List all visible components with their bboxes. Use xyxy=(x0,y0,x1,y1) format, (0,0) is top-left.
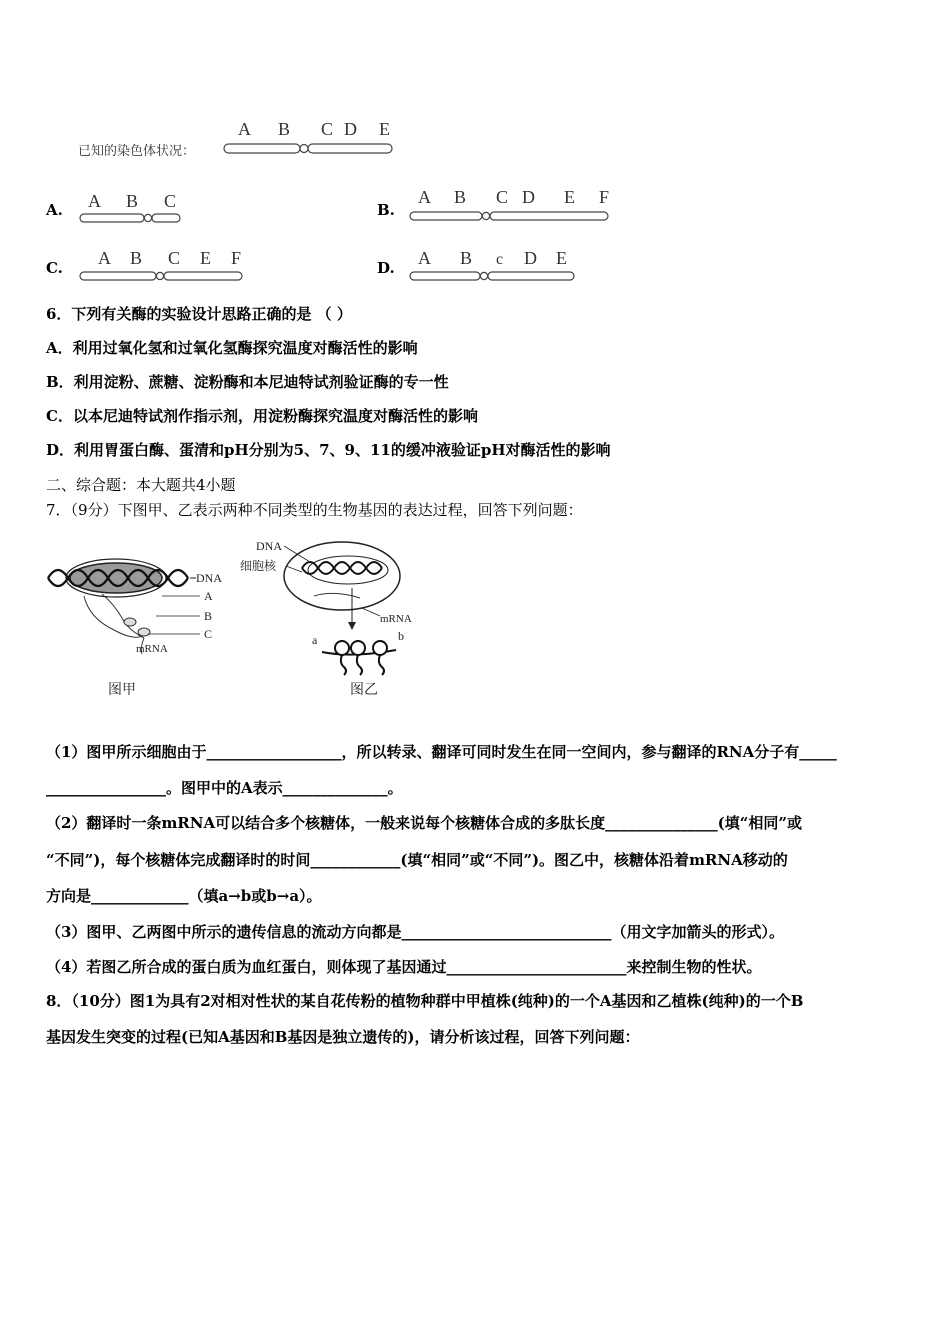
figure-jia xyxy=(44,556,234,706)
gene-label: c xyxy=(496,251,504,268)
gene-label: A xyxy=(238,119,251,139)
gene-label: A xyxy=(88,191,101,211)
gene-label: B xyxy=(130,248,143,268)
section-heading: 二、综合题：本大题共4小题 xyxy=(46,476,236,494)
fig-yi-a-label: a xyxy=(312,633,318,647)
option-a-chromosome xyxy=(78,190,184,228)
figure-yi xyxy=(232,536,428,706)
gene-label: F xyxy=(231,248,242,268)
gene-label: C xyxy=(321,119,334,139)
gene-label: E xyxy=(200,248,211,268)
q6-stem: 6．下列有关酶的实验设计思路正确的是 （ ） xyxy=(46,305,352,323)
option-c-key: C. xyxy=(46,259,63,277)
gene-label: E xyxy=(556,248,567,268)
gene-label: E xyxy=(564,187,575,207)
gene-label: C xyxy=(164,191,177,211)
option-b-key: B. xyxy=(377,201,395,219)
option-c-chromosome xyxy=(78,246,248,286)
gene-label: C xyxy=(496,187,509,207)
q7-line-5: 方向是_____________（填a→b或b→a）。 xyxy=(46,887,322,905)
q8-line-2: 基因发生突变的过程(已知A基因和B基因是独立遗传的)，请分析该过程，回答下列问题： xyxy=(46,1028,640,1046)
gene-label: B xyxy=(126,191,139,211)
gene-label: C xyxy=(168,248,181,268)
fig-yi-caption: 图乙 xyxy=(350,683,378,698)
gene-label: A xyxy=(418,187,431,207)
option-b-chromosome xyxy=(408,184,614,228)
gene-label: D xyxy=(522,187,535,207)
fig-yi-dna-label: DNA xyxy=(256,539,282,553)
q7-line-3: （2）翻译时一条mRNA可以结合多个核糖体，一般来说每个核糖体合成的多肽长度_______________(填“相同”或 xyxy=(46,814,802,832)
fig-jia-c-label: C xyxy=(204,627,213,641)
gene-label: B xyxy=(278,119,291,139)
gene-label: D xyxy=(344,119,357,139)
known-chromosome-label: 已知的染色体状况： xyxy=(78,144,196,159)
q6-option-d: D．利用胃蛋白酶、蛋清和pH分别为5、7、9、11的缓冲液验证pH对酶活性的影响 xyxy=(46,441,611,459)
gene-label: B xyxy=(460,248,473,268)
gene-label: A xyxy=(418,248,431,268)
fig-yi-nucleus-label: 细胞核 xyxy=(240,559,277,573)
option-d-chromosome xyxy=(408,246,580,286)
q6-option-c: C．以本尼迪特试剂作指示剂，用淀粉酶探究温度对酶活性的影响 xyxy=(46,407,478,425)
option-d-key: D. xyxy=(377,259,395,277)
q7-line-6: （3）图甲、乙两图中所示的遗传信息的流动方向都是____________________________（用文字加箭头的形式）。 xyxy=(46,923,784,941)
q6-option-b: B．利用淀粉、蔗糖、淀粉酶和本尼迪特试剂验证酶的专一性 xyxy=(46,373,449,391)
q6-option-a: A．利用过氧化氢和过氧化氢酶探究温度对酶活性的影响 xyxy=(46,339,418,357)
known-chromosome-figure xyxy=(222,118,398,158)
gene-label: B xyxy=(454,187,467,207)
gene-label: D xyxy=(524,248,537,268)
q8-line-1: 8．（10分）图1为具有2对相对性状的某自花传粉的植物种群中甲植株(纯种)的一个A基因和乙植株(纯种)的一个B xyxy=(46,992,804,1010)
fig-yi-mrna-label: mRNA xyxy=(380,613,412,625)
fig-jia-mrna-label: mRNA xyxy=(136,643,168,655)
fig-jia-a-label: A xyxy=(204,589,213,603)
fig-jia-b-label: B xyxy=(204,609,213,623)
q7-line-1: （1）图甲所示细胞由于__________________，所以转录、翻译可同时发生在同一空间内，参与翻译的RNA分子有_____ xyxy=(46,743,837,761)
gene-label: A xyxy=(98,248,111,268)
q7-line-7: （4）若图乙所合成的蛋白质为血红蛋白，则体现了基因通过________________________来控制生物的性状。 xyxy=(46,958,762,976)
q7-stem: 7．（9分）下图甲、乙表示两种不同类型的生物基因的表达过程，回答下列问题： xyxy=(46,501,583,519)
q7-line-2: ________________。图甲中的A表示______________。 xyxy=(46,779,403,797)
gene-label: E xyxy=(379,119,390,139)
q7-line-4: “不同”)，每个核糖体完成翻译时的时间____________(填“相同”或“不同”)。图乙中，核糖体沿着mRNA移动的 xyxy=(46,851,788,869)
fig-jia-dna-label: DNA xyxy=(196,571,222,585)
fig-yi-b-label: b xyxy=(398,629,404,643)
fig-jia-caption: 图甲 xyxy=(108,683,136,698)
option-a-key: A. xyxy=(46,201,63,219)
gene-label: F xyxy=(599,187,610,207)
